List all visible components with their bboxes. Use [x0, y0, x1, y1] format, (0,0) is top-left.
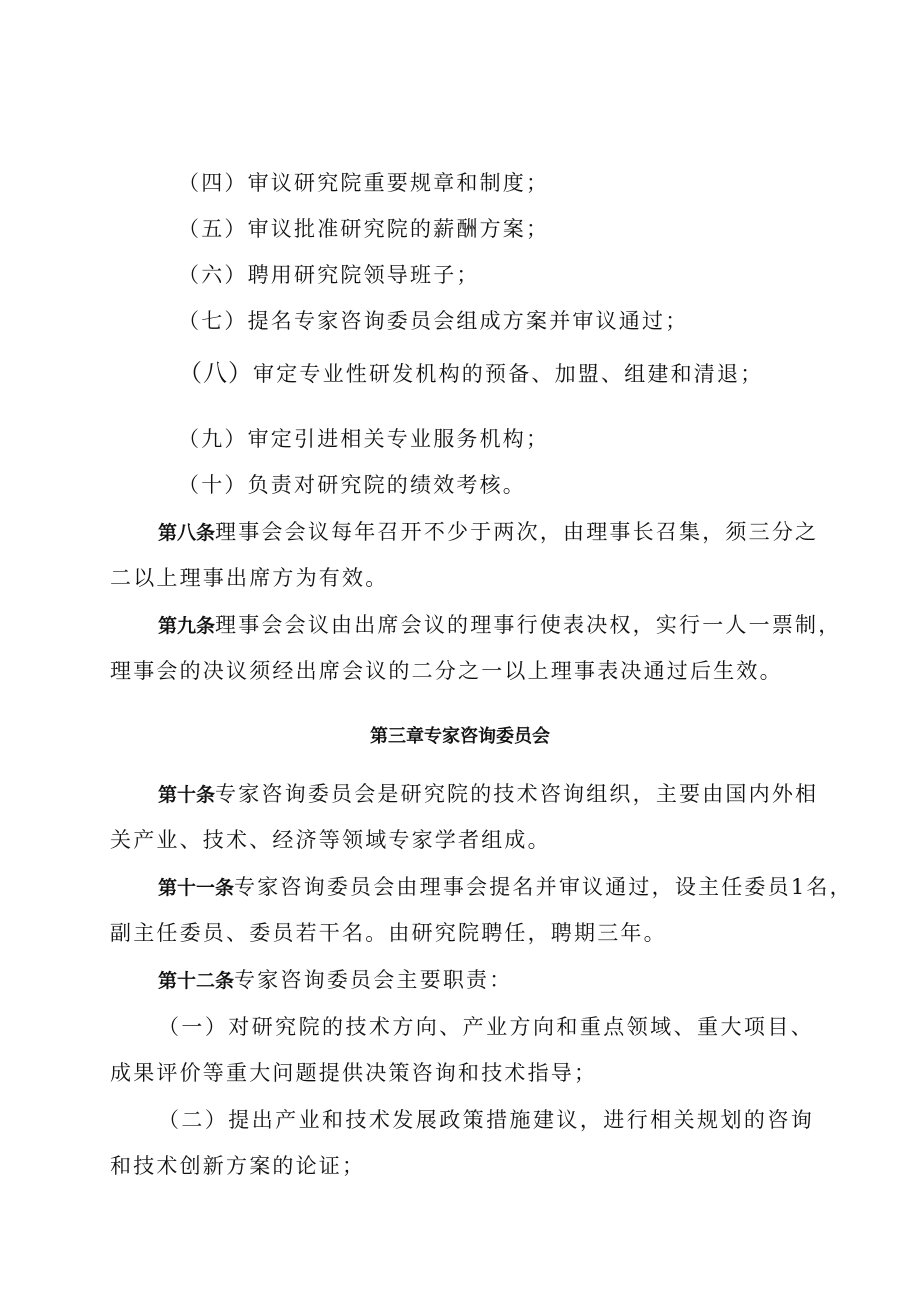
article-9-line-2: 理事会的决议须经出席会议的二分之一以上理事表决通过后生效。 [110, 659, 783, 683]
item-4: （四）审议研究院重要规章和制度； [178, 171, 550, 195]
item-8-number: （八） [178, 359, 253, 387]
duty-2-line-2: 和技术创新方案的论证； [110, 1154, 366, 1178]
chapter-title: 第三章专家咨询委员会 [370, 726, 550, 747]
article-11-heading: 第十一条 [158, 877, 235, 899]
item-6: （六）聘用研究院领导班子； [178, 263, 480, 287]
article-8-line-1: 第八条理事会会议每年召开不少于两次，由理事长召集，须三分之 [158, 520, 819, 544]
duty-1-line-1: （一）对研究院的技术方向、产业方向和重点领域、重大项目、 [158, 1015, 814, 1039]
item-5: （五）审议批准研究院的薪酬方案； [178, 217, 550, 241]
article-12-line: 第十二条专家咨询委员会主要职责： [158, 968, 513, 992]
article-10-line-1: 第十条专家咨询委员会是研究院的技术咨询组织，主要由国内外相 [158, 782, 819, 806]
article-10-heading: 第十条 [158, 784, 216, 806]
article-11-line-1: 第十一条专家咨询委员会由理事会提名并审议通过，设主任委员1名， [158, 875, 853, 899]
item-9: （九）审定引进相关专业服务机构； [178, 427, 550, 451]
article-11-line-2: 副主任委员、委员若干名。由研究院聘任，聘期三年。 [110, 921, 667, 945]
article-10-line-2: 关产业、技术、经济等领域专家学者组成。 [110, 828, 551, 852]
item-8-text: 审定专业性研发机构的预备、加盟、组建和清退； [253, 362, 764, 386]
item-8 [0, 358, 920, 389]
article-12-heading: 第十二条 [158, 970, 235, 992]
duty-2-line-1: （二）提出产业和技术发展政策措施建议，进行相关规划的咨询 [158, 1108, 814, 1132]
item-10: （十）负责对研究院的绩效考核。 [178, 473, 526, 497]
article-9-line-1: 第九条理事会会议由出席会议的理事行使表决权，实行一人一票制， [158, 613, 842, 637]
duty-1-line-2: 成果评价等重大问题提供决策咨询和技术指导； [110, 1061, 598, 1085]
item-7: （七）提名专家咨询委员会组成方案并审议通过； [178, 309, 689, 333]
article-8-heading: 第八条 [158, 522, 216, 544]
article-9-heading: 第九条 [158, 615, 216, 637]
article-8-line-2: 二以上理事出席方为有效。 [110, 566, 389, 590]
